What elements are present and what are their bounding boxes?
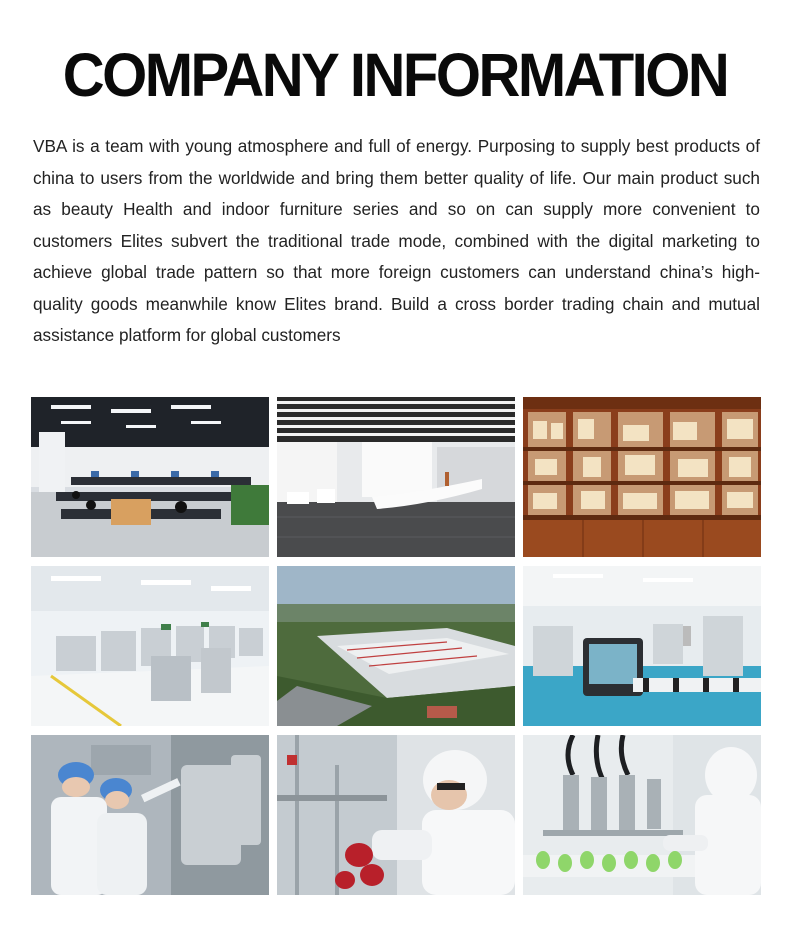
photo-reception-lobby [277,397,515,557]
page-title: COMPANY INFORMATION [62,41,728,110]
photo-machinery-workshop [523,566,761,726]
company-description: VBA is a team with young atmosphere and full of energy. Purposing to supply best products of china to users from the worldwide and bring them better quality of life. Our main product such as beauty Health and indoor furniture series and so on can supply more convenient to customers Elites subvert the traditional trade mode, combined with the digital marketing to achieve global trade pattern so that more foreign customers can understand china’s high-quality goods meanwhile know Elites brand. Build a cross border trading chain and mutual assistance platform for global customers [33,136,760,345]
photo-factory-aerial [277,566,515,726]
photo-certificate-cabinet [523,397,761,557]
photo-lab-technicians [31,735,269,895]
photo-production-line [31,566,269,726]
photo-lab-worker-bottles [277,735,515,895]
photo-open-office [31,397,269,557]
photo-filling-machine [523,735,761,895]
